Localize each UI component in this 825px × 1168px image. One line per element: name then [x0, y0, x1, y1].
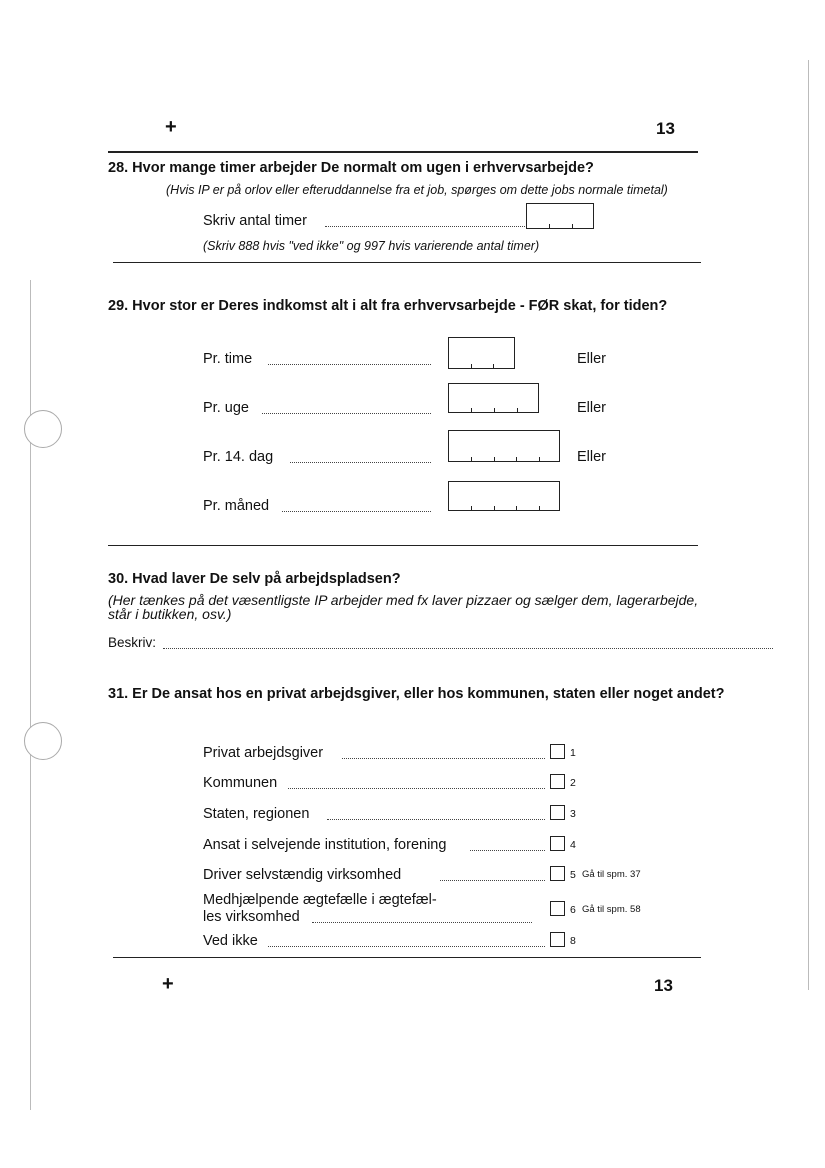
q29-or-1: Eller — [577, 351, 607, 367]
q30-note-line1: (Her tænkes på det væsentligste IP arbejder med fx laver pizzaer og sælger dem, lagerarbejde, — [108, 592, 699, 608]
q30-describe-line[interactable] — [163, 646, 773, 649]
q31-option-code: 4 — [570, 839, 576, 851]
q29-leader-dots-month — [282, 509, 431, 512]
footer-divider — [113, 957, 701, 958]
q31-option-label: Staten, regionen — [203, 806, 310, 822]
q29-leader-dots-fortnight — [290, 460, 431, 463]
q31-title: 31. Er De ansat hos en privat arbejdsgiver, eller hos kommunen, staten eller noget andet? — [108, 686, 725, 702]
punch-hole-top — [24, 410, 62, 448]
q28-hint: (Skriv 888 hvis "ved ikke" og 997 hvis varierende antal timer) — [203, 239, 540, 253]
q28-field-label: Skriv antal timer — [203, 213, 307, 229]
q31-checkbox-self-employed[interactable] — [550, 866, 565, 881]
q31-checkbox-municipality[interactable] — [550, 774, 565, 789]
left-margin-line — [30, 280, 31, 1110]
q28-title: 28. Hvor mange timer arbejder De normalt om ugen i erhvervsarbejde? — [108, 160, 594, 176]
q31-option-label: Driver selvstændig virksomhed — [203, 867, 402, 883]
header-page-number: 13 — [656, 119, 675, 138]
q29-input-per-week[interactable] — [448, 383, 539, 413]
q31-option-code: 1 — [570, 747, 576, 759]
q29-title: 29. Hvor stor er Deres indkomst alt i alt fra erhvervsarbejde - FØR skat, for tiden? — [108, 298, 668, 314]
q31-leader-dots — [470, 848, 545, 851]
footer-plus-mark: + — [162, 973, 174, 995]
q31-option-code: 6 — [570, 904, 576, 916]
q29-or-2: Eller — [577, 400, 607, 416]
q30-note-line2: står i butikken, osv.) — [108, 606, 232, 622]
q28-divider — [113, 262, 701, 263]
header-plus-mark: + — [165, 116, 177, 138]
q31-option-code: 8 — [570, 935, 576, 947]
q31-checkbox-dont-know[interactable] — [550, 932, 565, 947]
q29-row-label-month: Pr. måned — [203, 498, 270, 514]
q31-option-label: Kommunen — [203, 775, 278, 791]
q31-checkbox-private[interactable] — [550, 744, 565, 759]
q29-or-3: Eller — [577, 449, 607, 465]
q31-leader-dots — [440, 878, 545, 881]
header-divider — [108, 151, 698, 153]
q31-option-code: 5 — [570, 869, 576, 881]
q29-divider — [108, 545, 698, 546]
q31-checkbox-state[interactable] — [550, 805, 565, 820]
q28-note: (Hvis IP er på orlov eller efteruddannelse fra et job, spørges om dette jobs normale timetal) — [166, 183, 668, 197]
q31-checkbox-independent-institution[interactable] — [550, 836, 565, 851]
q29-row-label-week: Pr. uge — [203, 400, 249, 416]
right-margin-line — [808, 60, 809, 990]
footer-page-number: 13 — [654, 976, 673, 995]
q31-option-skip: Gå til spm. 58 — [582, 904, 641, 915]
q31-option-code: 3 — [570, 808, 576, 820]
q31-option-label: Ansat i selvejende institution, forening — [203, 837, 447, 853]
q31-option-label: Privat arbejdsgiver — [203, 745, 324, 761]
q31-leader-dots — [288, 786, 545, 789]
punch-hole-bottom — [24, 722, 62, 760]
q31-option-skip: Gå til spm. 37 — [582, 869, 641, 880]
q29-row-label-time: Pr. time — [203, 351, 253, 367]
q31-leader-dots — [327, 817, 545, 820]
q30-describe-label: Beskriv: — [108, 635, 157, 650]
q29-input-per-hour[interactable] — [448, 337, 515, 369]
q30-title: 30. Hvad laver De selv på arbejdspladsen? — [108, 571, 401, 587]
q31-leader-dots — [312, 920, 532, 923]
q31-option-label: Medhjælpende ægtefælle i ægtefæl- — [203, 892, 437, 908]
q29-input-per-month[interactable] — [448, 481, 560, 511]
q29-input-per-fortnight[interactable] — [448, 430, 560, 462]
q31-checkbox-assisting-spouse[interactable] — [550, 901, 565, 916]
q29-leader-dots-week — [262, 411, 431, 414]
q31-leader-dots — [342, 756, 545, 759]
q28-hours-input[interactable] — [526, 203, 594, 229]
q29-leader-dots-time — [268, 362, 431, 365]
q31-option-code: 2 — [570, 777, 576, 789]
q28-leader-dots — [325, 224, 525, 227]
q31-option-label-cont: les virksomhed — [203, 909, 300, 925]
q31-option-label: Ved ikke — [203, 933, 258, 949]
q29-row-label-fortnight: Pr. 14. dag — [203, 449, 274, 465]
q31-leader-dots — [268, 944, 545, 947]
